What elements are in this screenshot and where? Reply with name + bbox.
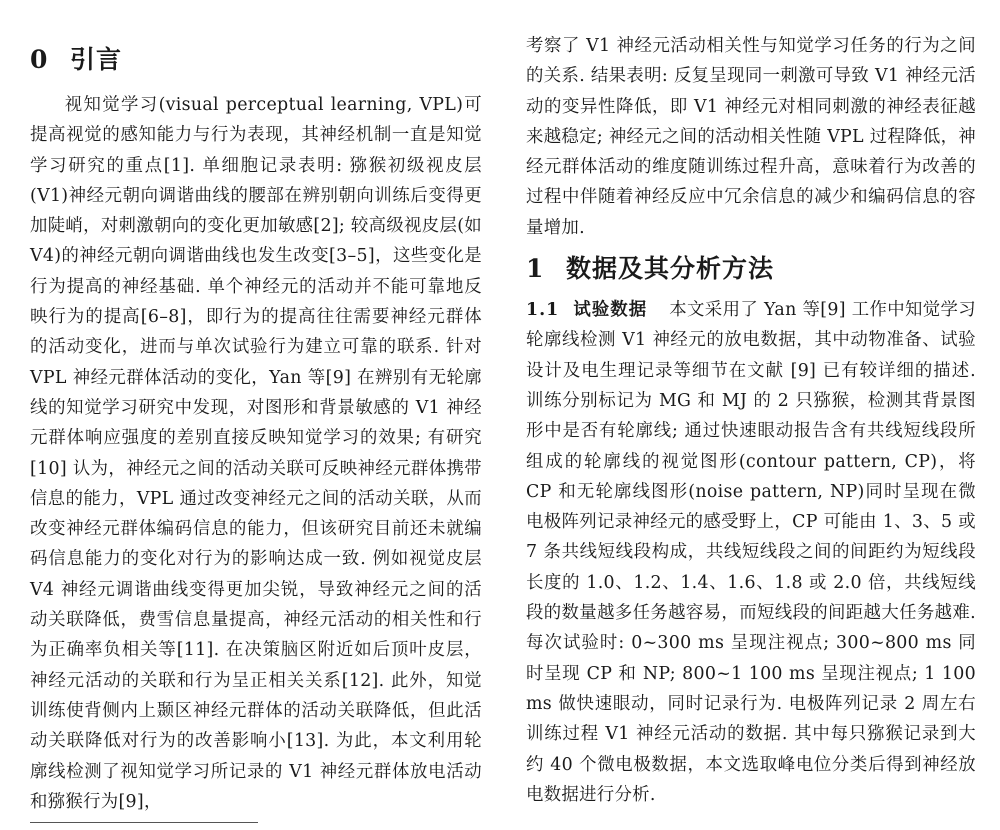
subsection-title: 试验数据 (573, 300, 648, 321)
section-title: 数据及其分析方法 (566, 254, 775, 284)
right-column (526, 0, 976, 810)
subsection-number: 1.1 (526, 300, 560, 321)
intro-paragraph: 视知觉学习(visual perceptual learning, VPL)可提高视觉的感知能力与行为表现，其神经机制一直是知觉学习研究的重点[1]. 单细胞记录表明: 猕猴初级视皮层(V1)神经元朝向调谐曲线的腰部在辨别朝向训练后变得更加陡峭，对刺激朝向的变化更加敏感[2]; 较高级视皮层(如 V4)的神经元朝向调谐曲线也发生改变[3–5]，这些变化是行为提高的神经基础. 单个神经元的活动并不能可靠地反映行为的提高[6–8]，即行为的提高往往需要神经元群体的活动变化，进而与单次试验行为建立可靠的联系. 针对 VPL 神经元群体活动的变化，Yan 等[9] 在辨别有无轮廓线的知觉学习研究中发现，对图形和背景敏感的 V1 神经元群体响应强度的差别直接反映知觉学习的效果; 有研究[10] 认为，神经元之间的活动关联可反映神经元群体携带信息的能力，VPL 通过改变神经元之间的活动关联，从而改变神经元群体编码信息的能力，但该研究目前还未就编码信息能力的变化对行为的影响达成一致. 例如视觉皮层 V4 神经元调谐曲线变得更加尖锐，导致神经元之间的活动关联降低，费雪信息量提高，神经元活动的相关性和行为正确率负相关等[11]. 在决策脑区附近如后顶叶皮层，神经元活动的关联和行为呈正相关关系[12]. 此外，知觉训练使背侧内上颞区神经元群体的活动关联降低，但此活动关联降低对行为的改善影响小[13]. 为此，本文利用轮廓线检测了视知觉学习所记录的 V1 神经元群体放电活动和猕猴行为[9]， (30, 95, 482, 812)
footnote-divider (30, 822, 258, 823)
subsection-heading (526, 300, 647, 320)
section-number: 1 (526, 254, 545, 284)
section-title: 引言 (70, 45, 123, 74)
continuation-paragraph: 考察了 V1 神经元活动相关性与知觉学习任务的行为之间的关系. 结果表明: 反复呈现同一刺激可导致 V1 神经元活动的变异性降低，即 V1 神经元对相同刺激的神经表征越来越稳定; 神经元之间的活动相关性随 VPL 过程降低，神经元群体活动的维度随训练过程升高，意味着行为改善的过程中伴随着神经反应中冗余信息的减少和编码信息的容量增加. (526, 36, 976, 238)
subsection-paragraph (526, 295, 976, 810)
section-number: 0 (30, 45, 49, 74)
left-column (30, 0, 482, 817)
subsection-text: 本文采用了 Yan 等[9] 工作中知觉学习轮廓线检测 V1 神经元的放电数据，其中动物准备、试验设计及电生理记录等细节在文献 [9] 已有较详细的描述. 训练分别标记为 MG 和 MJ 的 2 只猕猴，检测其背景图形中是否有轮廓线; 通过快速眼动报告含有共线短线段所组成的轮廓线的视觉图形(contour pattern, CP)，将 CP 和无轮廓线图形(noise pattern, NP)同时呈现在微电极阵列记录神经元的感受野上，CP 可能由 1、3、5 或 7 条共线短线段构成，共线短线段之间的间距约为短线段长度的 1.0、1.2、1.4、1.6、1.8 或 2.0 倍，共线短线段的数量越多任务越容易，而短线段的间距越大任务越难. 每次试验时: 0~300 ms 呈现注视点; 300~800 ms 同时呈现 CP 和 NP; 800~1 100 ms 呈现注视点; 1 100 ms 做快速眼动，同时记录行为. 电极阵列记录 2 周左右训练过程 V1 神经元活动的数据. 其中每只猕猴记录到大约 40 个微电极数据，本文选取峰电位分类后得到神经放电数据进行分析. (526, 300, 976, 805)
section-heading-intro (30, 45, 482, 75)
section-heading-methods (526, 254, 976, 284)
